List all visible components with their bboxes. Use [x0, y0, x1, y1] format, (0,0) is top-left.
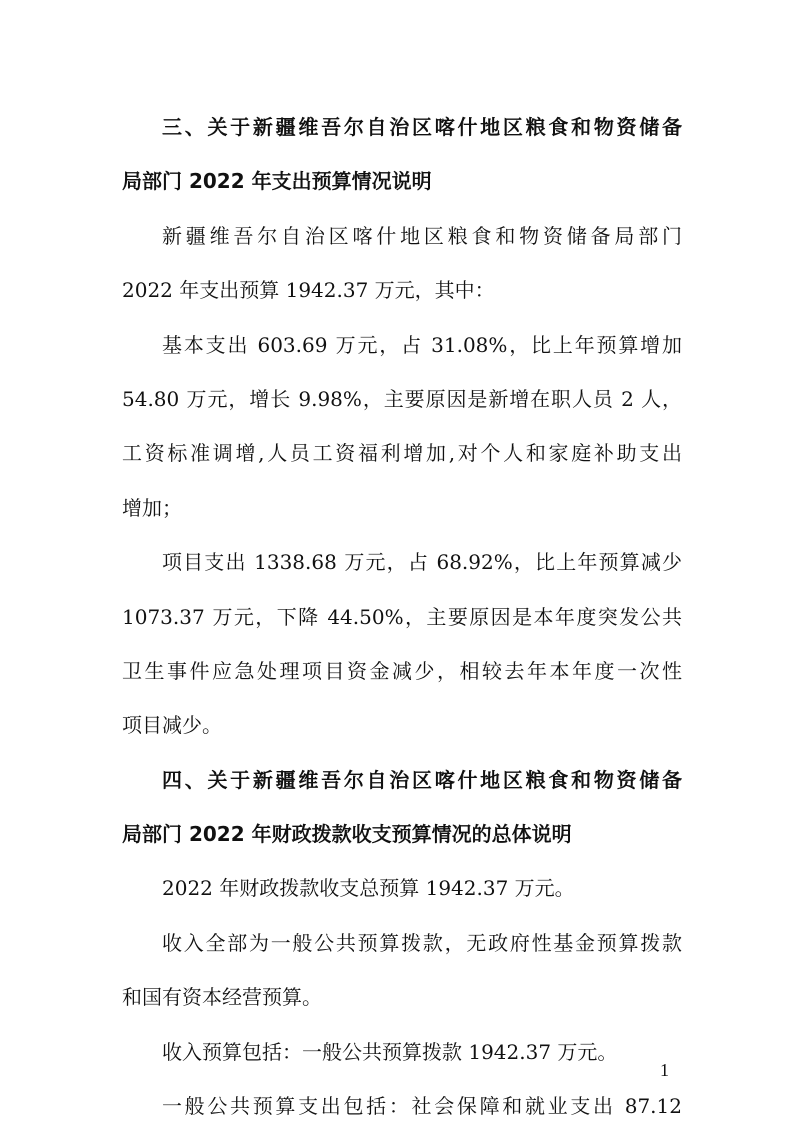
- document-body: [122, 100, 682, 1133]
- section-4-heading-line-1: 四、关于新疆维吾尔自治区喀什地区粮食和物资储备: [162, 767, 682, 792]
- section-3-paragraph-1-line-1: 新疆维吾尔自治区喀什地区粮食和物资储备局部门: [162, 223, 682, 248]
- section-4-paragraph-1-line-1: 2022 年财政拨款收支总预算 1942.37 万元。: [162, 876, 575, 901]
- section-3-paragraph-3-line-2: 1073.37 万元，下降 44.50%，主要原因是本年度突发公共: [122, 604, 682, 629]
- section-3-paragraph-3-line-4: 项目减少。: [122, 713, 222, 738]
- page-number: 1: [660, 1060, 669, 1080]
- section-3-heading-line-1: 三、关于新疆维吾尔自治区喀什地区粮食和物资储备: [162, 115, 682, 139]
- section-3-paragraph-2-line-2: 54.80 万元，增长 9.98%，主要原因是新增在职人员 2 人，: [122, 386, 682, 411]
- section-3-paragraph-2-line-3: 工资标准调增,人员工资福利增加,对个人和家庭补助支出: [122, 441, 682, 466]
- section-3-paragraph-3-line-1: 项目支出 1338.68 万元，占 68.92%，比上年预算减少: [162, 550, 682, 575]
- section-3-paragraph-3-line-3: 卫生事件应急处理项目资金减少，相较去年本年度一次性: [122, 658, 682, 683]
- section-3-paragraph-2-line-1: 基本支出 603.69 万元，占 31.08%，比上年预算增加: [162, 332, 682, 357]
- section-3-paragraph-2-line-4: 增加；: [122, 495, 182, 520]
- section-4-paragraph-4-line-1: 一般公共预算支出包括：社会保障和就业支出 87.12: [162, 1094, 682, 1119]
- section-4-heading-line-2: 局部门 2022 年财政拨款收支预算情况的总体说明: [122, 822, 572, 847]
- section-3-paragraph-1-line-2: 2022 年支出预算 1942.37 万元，其中：: [122, 278, 495, 303]
- section-3-heading-line-2: 局部门 2022 年支出预算情况说明: [122, 169, 432, 194]
- section-4-paragraph-3-line-1: 收入预算包括：一般公共预算拨款 1942.37 万元。: [162, 1039, 618, 1064]
- section-4-paragraph-2-line-2: 和国有资本经营预算。: [122, 985, 322, 1010]
- section-4-paragraph-2-line-1: 收入全部为一般公共预算拨款，无政府性基金预算拨款: [162, 930, 682, 955]
